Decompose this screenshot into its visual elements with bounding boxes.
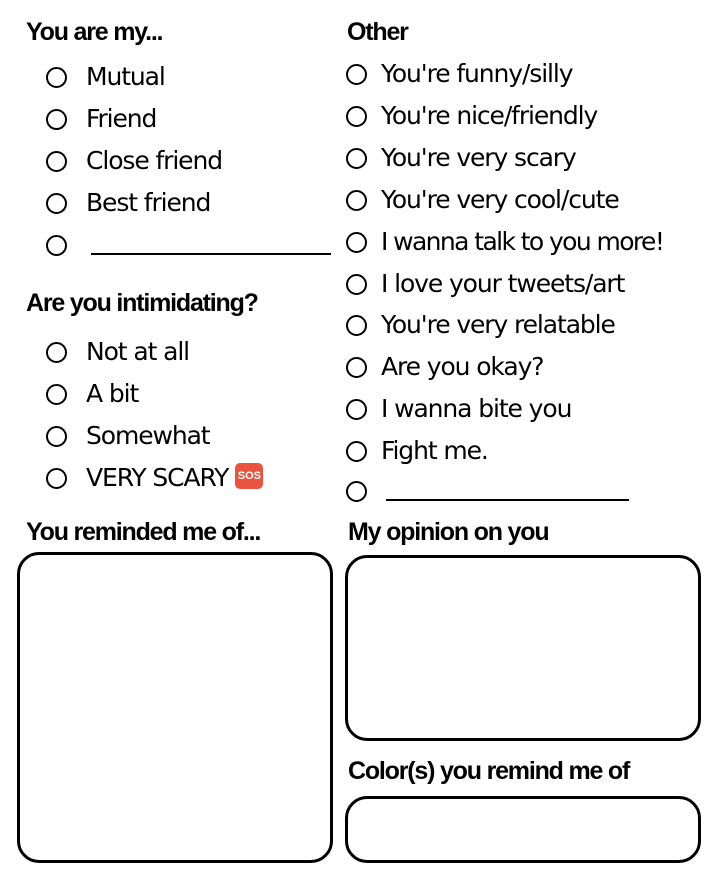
radio-circle-icon[interactable] — [346, 64, 367, 85]
option-other-blank[interactable] — [346, 476, 629, 506]
radio-circle-icon[interactable] — [346, 190, 367, 211]
option-label: Friend — [86, 104, 157, 133]
opinion-textbox[interactable] — [345, 555, 701, 741]
radio-circle-icon[interactable] — [346, 315, 367, 336]
option-label: Mutual — [86, 62, 165, 91]
radio-circle-icon[interactable] — [346, 232, 367, 253]
radio-circle-icon[interactable] — [46, 109, 67, 130]
reminded-me-of-heading: You reminded me of... — [26, 518, 261, 546]
radio-circle-icon[interactable] — [46, 384, 67, 405]
option-friend[interactable] — [46, 104, 156, 134]
radio-circle-icon[interactable] — [46, 426, 67, 447]
you-are-my-heading: You are my... — [26, 18, 163, 46]
option-label: Are you okay? — [381, 352, 544, 381]
option-mutual[interactable] — [46, 62, 165, 92]
option-love-tweets-art[interactable] — [346, 269, 624, 299]
blank-fill-line[interactable] — [91, 253, 331, 255]
option-label: Best friend — [86, 188, 211, 217]
radio-circle-icon[interactable] — [346, 106, 367, 127]
radio-circle-icon[interactable] — [346, 274, 367, 295]
option-a-bit[interactable] — [46, 379, 138, 409]
option-close-friend[interactable] — [46, 146, 222, 176]
option-not-at-all[interactable] — [46, 337, 189, 367]
option-fight-me[interactable] — [346, 436, 488, 466]
intimidating-heading: Are you intimidating? — [26, 289, 258, 317]
option-label: I love your tweets/art — [381, 269, 625, 298]
option-label: I wanna bite you — [381, 394, 572, 423]
option-label: Fight me. — [381, 436, 488, 465]
radio-circle-icon[interactable] — [346, 441, 367, 462]
radio-circle-icon[interactable] — [346, 357, 367, 378]
option-funny-silly[interactable] — [346, 59, 572, 89]
blank-fill-line[interactable] — [386, 499, 629, 501]
option-label: You're very relatable — [381, 310, 615, 339]
option-label: A bit — [86, 379, 139, 408]
radio-circle-icon[interactable] — [46, 67, 67, 88]
option-talk-more[interactable] — [346, 227, 663, 257]
reminded-me-of-textbox[interactable] — [17, 552, 333, 863]
option-label: Close friend — [86, 146, 222, 175]
option-bite-you[interactable] — [346, 394, 571, 424]
radio-circle-icon[interactable] — [346, 481, 367, 502]
colors-heading: Color(s) you remind me of — [348, 757, 630, 785]
option-label: I wanna talk to you more! — [381, 227, 664, 256]
option-nice-friendly[interactable] — [346, 101, 597, 131]
option-somewhat[interactable] — [46, 421, 210, 451]
radio-circle-icon[interactable] — [46, 235, 67, 256]
opinion-heading: My opinion on you — [348, 518, 549, 546]
option-relatable[interactable] — [346, 310, 615, 340]
other-heading: Other — [347, 18, 408, 46]
option-very-scary[interactable] — [46, 463, 263, 493]
option-label: VERY SCARY — [86, 463, 229, 492]
radio-circle-icon[interactable] — [46, 151, 67, 172]
radio-circle-icon[interactable] — [46, 342, 67, 363]
option-very-scary-other[interactable] — [346, 143, 576, 173]
option-label: You're very scary — [381, 143, 576, 172]
radio-circle-icon[interactable] — [346, 399, 367, 420]
radio-circle-icon[interactable] — [46, 468, 67, 489]
option-label: Somewhat — [86, 421, 210, 450]
sos-emoji-icon: SOS — [235, 463, 263, 489]
option-best-friend[interactable] — [46, 188, 210, 218]
option-label: You're nice/friendly — [381, 101, 598, 130]
option-are-you-okay[interactable] — [346, 352, 543, 382]
colors-textbox[interactable] — [345, 796, 701, 863]
option-custom-blank[interactable] — [46, 230, 331, 260]
radio-circle-icon[interactable] — [46, 193, 67, 214]
option-label: You're funny/silly — [381, 59, 573, 88]
option-cool-cute[interactable] — [346, 185, 619, 215]
radio-circle-icon[interactable] — [346, 148, 367, 169]
option-label: Not at all — [86, 337, 190, 366]
option-label: You're very cool/cute — [381, 185, 619, 214]
